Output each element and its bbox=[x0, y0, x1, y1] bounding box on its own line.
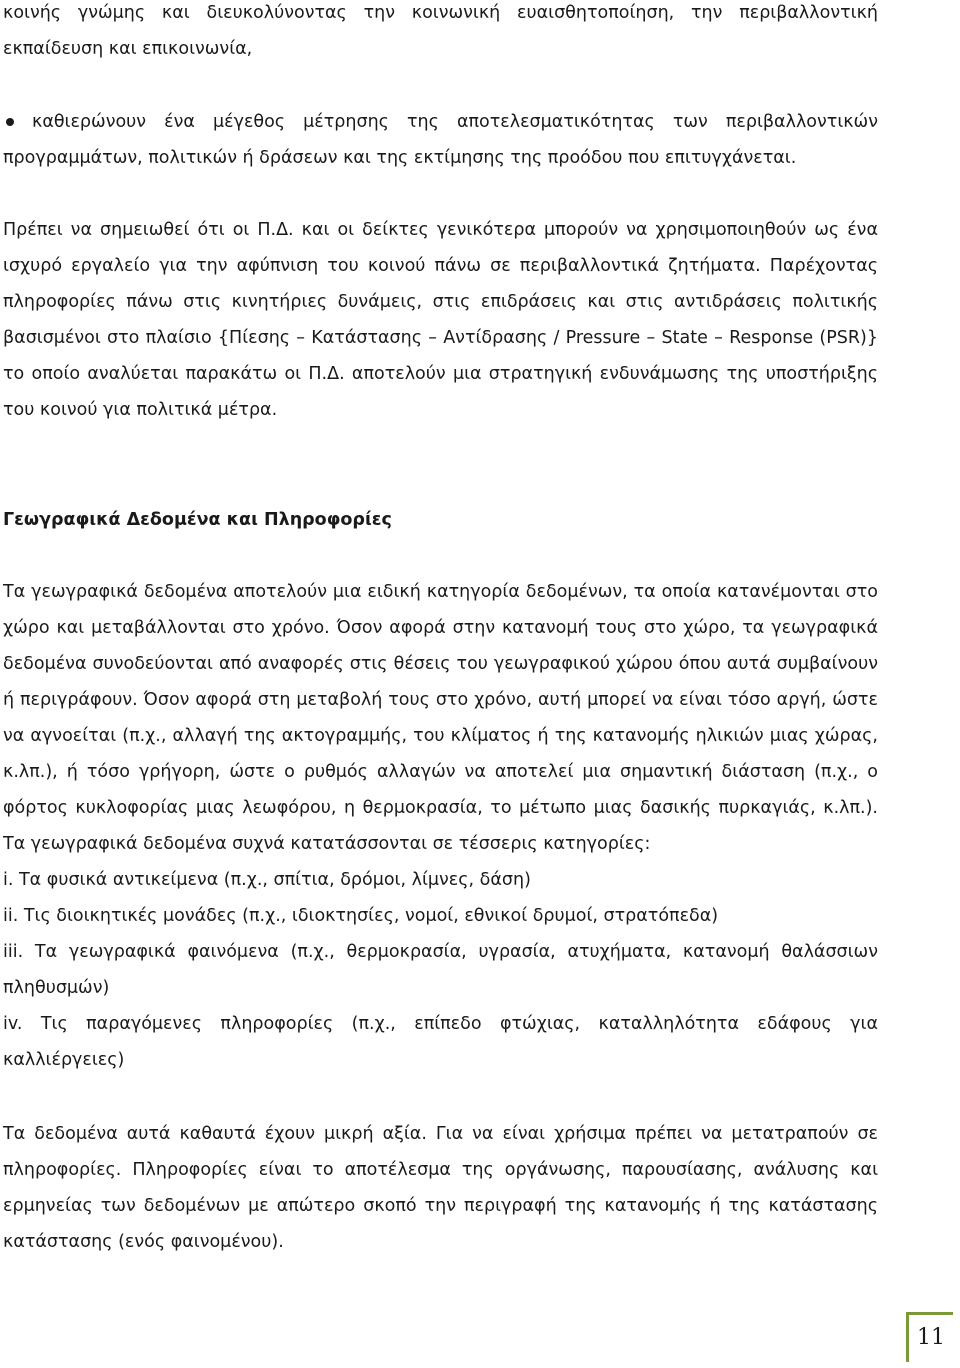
text-line: φόρτος κυκλοφορίας μιας λεωφόρου, η θερμοκρασία, το μέτωπο μιας δασικής πυρκαγιάς, κ.λπ.). bbox=[3, 798, 878, 818]
list-item: iv. Τις παραγόμενες πληροφορίες (π.χ., επίπεδο φτώχιας, καταλληλότητα εδάφους για bbox=[3, 1014, 878, 1034]
page-number: 11 bbox=[917, 1325, 945, 1350]
list-item: i. Τα φυσικά αντικείμενα (π.χ., σπίτια, δρόμοι, λίμνες, δάση) bbox=[3, 870, 531, 890]
bullet-text-line: καθιερώνουν ένα μέγεθος μέτρησης της αποτελεσματικότητας των περιβαλλοντικών bbox=[32, 112, 878, 132]
text-line: πληροφορίες. Πληροφορίες είναι το αποτέλεσμα της οργάνωσης, παρουσίασης, ανάλυσης και bbox=[3, 1160, 878, 1180]
list-item-continuation: πληθυσμών) bbox=[3, 978, 110, 998]
text-line: του κοινού για πολιτικά μέτρα. bbox=[3, 400, 278, 420]
page-number-box bbox=[906, 1312, 953, 1362]
bullet-icon bbox=[6, 118, 14, 126]
text-line: Τα γεωγραφικά δεδομένα αποτελούν μια ειδική κατηγορία δεδομένων, τα οποία κατανέμονται στο bbox=[3, 582, 878, 602]
text-line: βασισμένοι στο πλαίσιο {Πίεσης – Κατάστασης – Αντίδρασης / Pressure – State – Response (PSR)} bbox=[3, 328, 878, 348]
list-item: iii. Τα γεωγραφικά φαινόμενα (π.χ., θερμοκρασία, υγρασία, ατυχήματα, κατανομή θαλάσσιων bbox=[3, 942, 878, 962]
text-line: χώρο και μεταβάλλονται στο χρόνο. Όσον αφορά στην κατανομή τους στο χώρο, τα γεωγραφικά bbox=[3, 618, 878, 638]
text-line: δεδομένα συνοδεύονται από αναφορές στις θέσεις του γεωγραφικού χώρου όπου αυτά συμβαίνουν bbox=[3, 654, 878, 674]
text-line: κ.λπ.), ή τόσο γρήγορη, ώστε ο ρυθμός αλλαγών να αποτελεί μια σημαντική διάσταση (π.χ., ο bbox=[3, 762, 878, 782]
bullet-text-line: προγραμμάτων, πολιτικών ή δράσεων και της εκτίμησης της προόδου που επιτυγχάνεται. bbox=[3, 148, 797, 168]
text-line: να αγνοείται (π.χ., αλλαγή της ακτογραμμής, του κλίματος ή της κατανομής ηλικιών μιας χώρας, bbox=[3, 726, 878, 746]
list-item-continuation: καλλιέργειες) bbox=[3, 1050, 125, 1070]
text-line: Τα γεωγραφικά δεδομένα συχνά κατατάσσονται σε τέσσερις κατηγορίες: bbox=[3, 834, 651, 854]
text-line: Τα δεδομένα αυτά καθαυτά έχουν μικρή αξία. Για να είναι χρήσιμα πρέπει να μετατραπούν σε bbox=[3, 1124, 878, 1144]
text-line: πληροφορίες πάνω στις κινητήριες δυνάμεις, στις επιδράσεις και στις αντιδράσεις πολιτικής bbox=[3, 292, 878, 312]
text-line: ερμηνείας των δεδομένων με απώτερο σκοπό την περιγραφή της κατανομής ή της κατάστασης bbox=[3, 1196, 878, 1216]
text-line: κατάστασης (ενός φαινομένου). bbox=[3, 1232, 284, 1252]
text-line: το οποίο αναλύεται παρακάτω οι Π.Δ. αποτελούν μια στρατηγική ενδυνάμωσης της υποστήριξης bbox=[3, 364, 878, 384]
text-line: ή περιγράφουν. Όσον αφορά στη μεταβολή τους στο χρόνο, αυτή μπορεί να είναι τόσο αργή, ώστε bbox=[3, 690, 878, 710]
text-line: κοινής γνώμης και διευκολύνοντας την κοινωνική ευαισθητοποίηση, την περιβαλλοντική bbox=[3, 3, 878, 23]
text-line: ισχυρό εργαλείο για την αφύπνιση του κοινού πάνω σε περιβαλλοντικά ζητήματα. Παρέχοντας bbox=[3, 256, 878, 276]
text-line: εκπαίδευση και επικοινωνία, bbox=[3, 39, 253, 59]
section-heading: Γεωγραφικά Δεδομένα και Πληροφορίες bbox=[3, 510, 392, 530]
text-line: Πρέπει να σημειωθεί ότι οι Π.Δ. και οι δείκτες γενικότερα μπορούν να χρησιμοποιηθούν ως ένα bbox=[3, 220, 878, 240]
list-item: ii. Τις διοικητικές μονάδες (π.χ., ιδιοκτησίες, νομοί, εθνικοί δρυμοί, στρατόπεδα) bbox=[3, 906, 719, 926]
